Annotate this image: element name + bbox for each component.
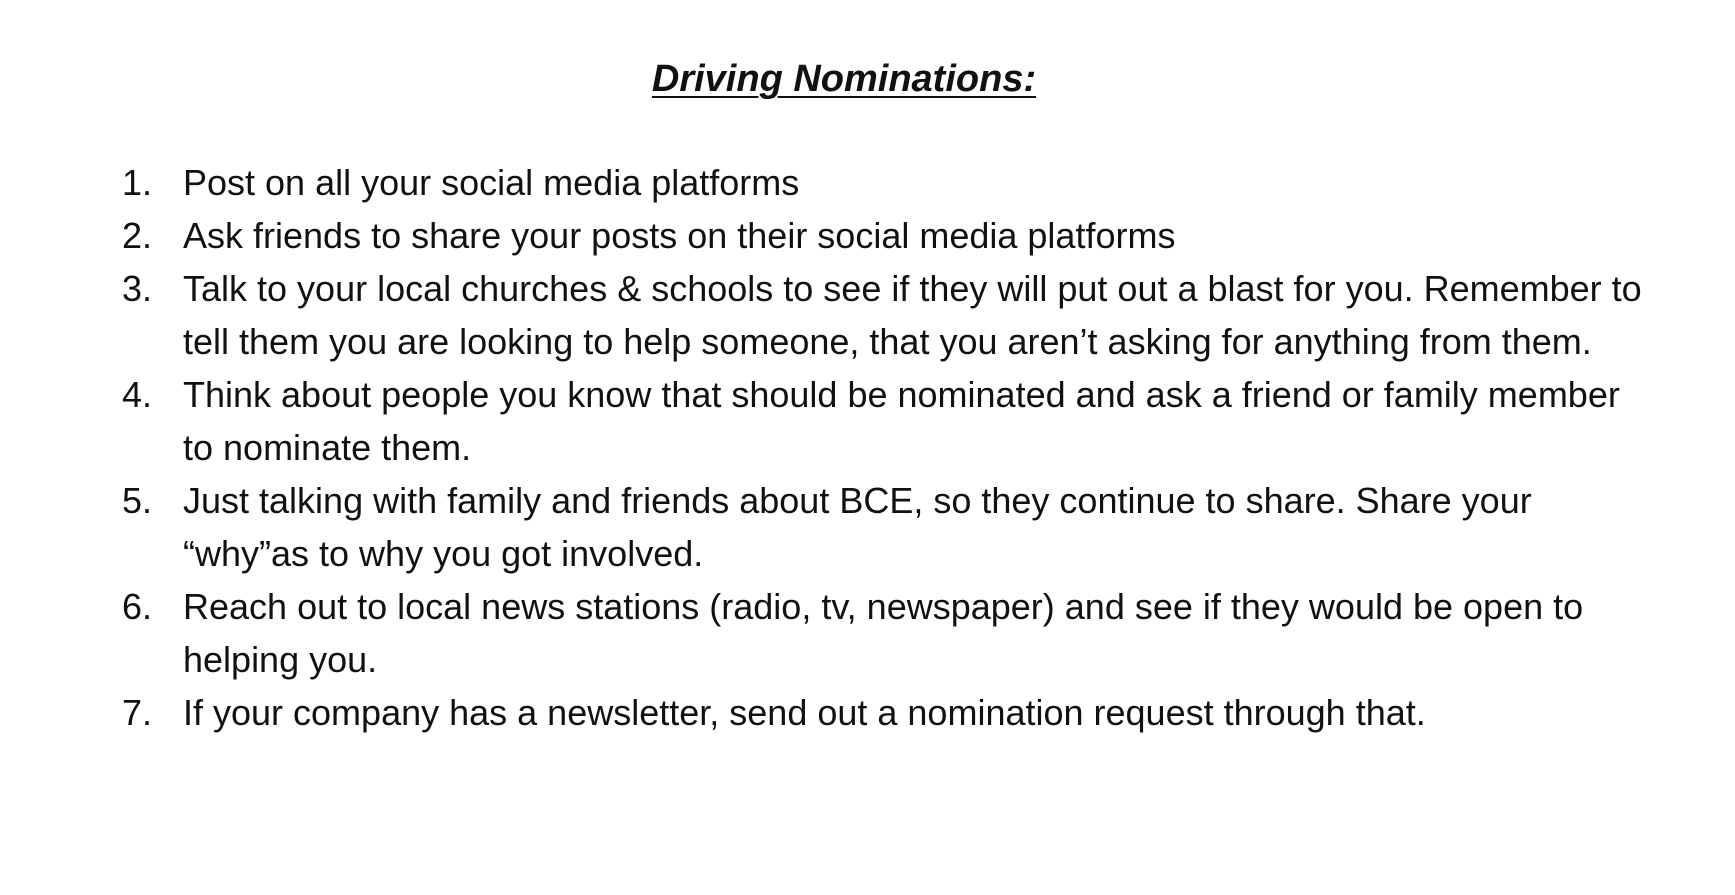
title-container <box>0 55 1688 103</box>
list-item-number: 2. <box>122 215 153 256</box>
list-item-text: Talk to your local churches & schools to see if they will put out a blast for you. Remember to tell them you are looking to help someone, that you aren’t asking for anything from them. <box>183 268 1642 362</box>
list-item <box>0 209 1643 262</box>
list-item-number: 4. <box>122 374 153 415</box>
list-item-number: 6. <box>122 586 153 627</box>
list-item <box>0 580 1643 686</box>
list-item <box>0 368 1643 474</box>
list-item-text: If your company has a newsletter, send out a nomination request through that. <box>183 692 1426 733</box>
list-item-text: Ask friends to share your posts on their social media platforms <box>183 215 1176 256</box>
list-item-text: Just talking with family and friends about BCE, so they continue to share. Share your “why”as to why you got involved. <box>183 480 1532 574</box>
document-title: Driving Nominations: <box>651 58 1037 100</box>
nomination-tips-list <box>0 156 1735 739</box>
list-item-number: 5. <box>122 480 153 521</box>
list-item-text: Think about people you know that should be nominated and ask a friend or family member to nominate them. <box>183 374 1620 468</box>
list-item <box>0 474 1643 580</box>
list-item-number: 3. <box>122 268 153 309</box>
list-item <box>0 686 1643 739</box>
list-item-number: 7. <box>122 692 153 733</box>
list-item-text: Post on all your social media platforms <box>183 162 800 203</box>
list-item-text: Reach out to local news stations (radio, tv, newspaper) and see if they would be open to helping you. <box>183 586 1584 680</box>
list-item <box>0 156 1643 209</box>
list-item <box>0 262 1643 368</box>
list-item-number: 1. <box>122 162 153 203</box>
